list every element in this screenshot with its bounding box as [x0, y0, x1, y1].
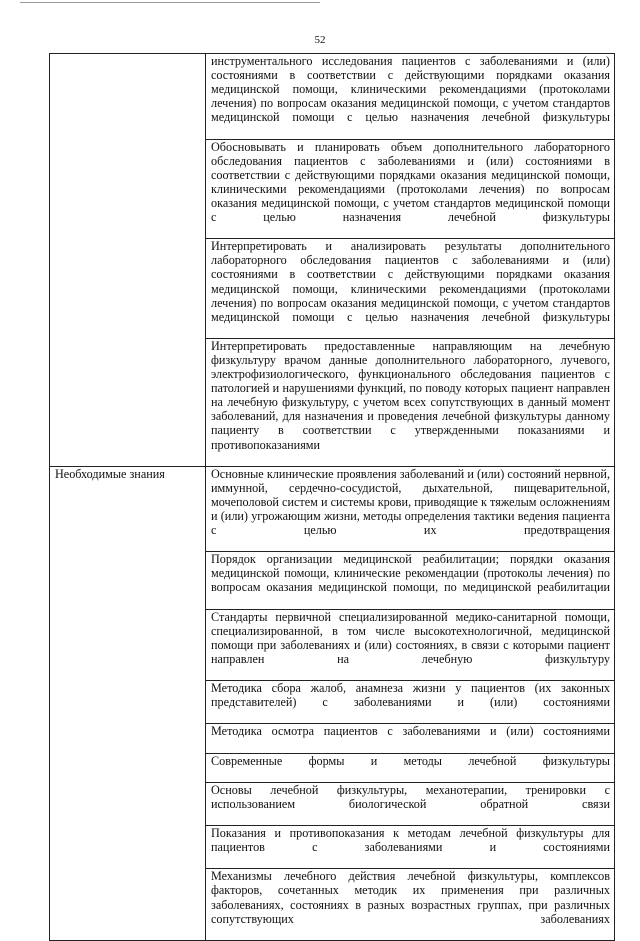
table-cell — [206, 139, 615, 239]
table-cell — [206, 466, 615, 552]
table-cell — [206, 681, 615, 724]
cell-text: Обосновывать и планировать объем дополнительного лабораторного обследования пациентов с заболеваниями и (или) состояниями в соответствии с действующими порядками оказания медицинской помощи, клиническими рекомендациями (протоколами лечения) по вопросам оказания медицинской помощи, с учетом стандартов медицинской помощи с целью назначения лечебной физкультуры — [211, 139, 610, 225]
table-cell — [206, 338, 615, 466]
cell-text: Методика сбора жалоб, анамнеза жизни у пациентов (их законных представителей) с заболеваниями и (или) состояниями — [211, 681, 610, 710]
cell-text: Интерпретировать предоставленные направляющим на лечебную физкультуру врачом данные дополнительного лабораторного, лучевого, электрофизиологического, функционального обследования пациентов с патологией и нарушениями функций, по поводу которых пациент направлен на лечебную физкультуру, с учетом всех сопутствующих в данный момент заболеваний, для назначения и проведения лечебной физкультуры данному пациенту в соответствии с утвержденными показаниями и противопоказаниями — [211, 338, 610, 452]
table-cell — [206, 552, 615, 609]
table-row — [50, 54, 615, 140]
cell-text: Основы лечебной физкультуры, механотерапии, тренировки с использованием биологической обратной связи — [211, 782, 610, 811]
cell-text: Интерпретировать и анализировать результаты дополнительного лабораторного обследования пациентов с заболеваниями и (или) состояниями в соответствии с действующими порядками оказания медицинской помощи, клиническими рекомендациями (протоколами лечения) по вопросам оказания медицинской помощи, с учетом стандартов медицинской помощи с целью назначения лечебной физкультуры — [211, 239, 610, 324]
table-cell — [206, 724, 615, 753]
scan-top-line — [20, 2, 320, 3]
table-cell — [206, 609, 615, 680]
cell-text: Порядок организации медицинской реабилитации; порядки оказания медицинской помощи, клинические рекомендации (протоколы лечения) по вопросам оказания медицинской помощи, по медицинской реабилитации — [211, 552, 610, 595]
cell-text: Основные клинические проявления заболеваний и (или) состояний нервной, иммунной, сердечно-сосудистой, дыхательной, пищеварительной, мочеполовой систем и системы крови, приводящие к тяжелым осложнениям и (или) угрожающим жизни, методы определения тактики ведения пациента с целью их предотвращения — [211, 466, 610, 538]
competency-table — [49, 53, 615, 941]
table-row — [50, 466, 615, 552]
cell-text: Современные формы и методы лечебной физкультуры — [211, 753, 610, 768]
page-number: 52 — [314, 34, 326, 46]
section-label-knowledge: Необходимые знания — [50, 466, 206, 940]
cell-text: Показания и противопоказания к методам лечебной физкультуры для пациентов с заболеваниями и состояниями — [211, 826, 610, 855]
table-cell — [206, 54, 615, 140]
table-cell — [206, 239, 615, 339]
cell-text: Механизмы лечебного действия лечебной физкультуры, комплексов факторов, сочетанных методик их применения при различных заболеваниях, состояниях в разных возрастных группах, при различных сопутствующих заболеваниях — [211, 869, 610, 926]
cell-text: Стандарты первичной специализированной медико-санитарной помощи, специализированной, в том числе высокотехнологичной, медицинской помощи при заболеваниях и (или) состояниях, в связи с которыми пациент направлен на лечебную физкультуру — [211, 609, 610, 666]
table-cell — [206, 753, 615, 782]
table-cell — [206, 826, 615, 869]
cell-text: Методика осмотра пациентов с заболеваниями и (или) состояниями — [211, 724, 610, 739]
row-label — [50, 54, 206, 467]
cell-text: инструментального исследования пациентов с заболеваниями и (или) состояниями в соответствии с действующими порядками оказания медицинской помощи, клиническими рекомендациями (протоколами лечения) по вопросам оказания медицинской помощи, с учетом стандартов медицинской помощи с целью назначения лечебной физкультуры — [211, 54, 610, 125]
table-cell — [206, 782, 615, 825]
